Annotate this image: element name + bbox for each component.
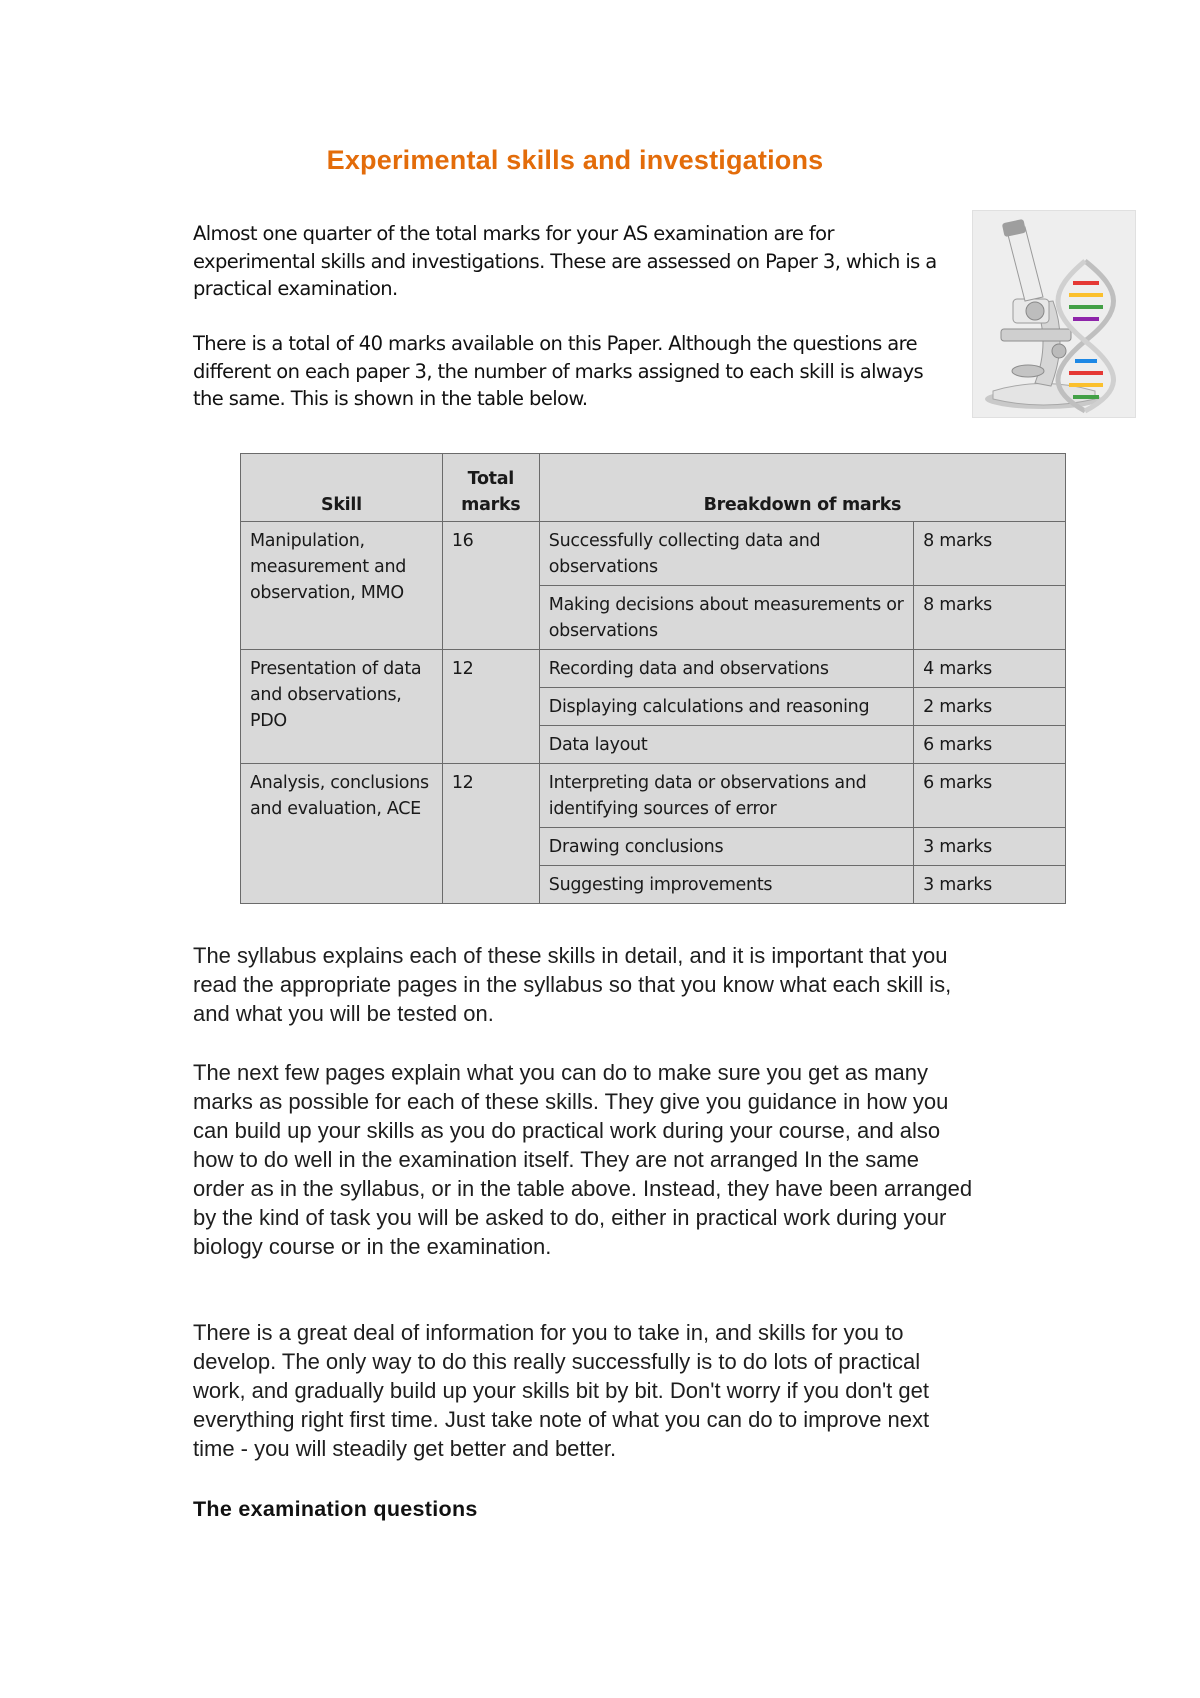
task-cell: Successfully collecting data and observations <box>539 522 913 586</box>
task-cell: Displaying calculations and reasoning <box>539 688 913 726</box>
marks-cell: 8 marks <box>914 522 1066 586</box>
microscope-icon <box>973 211 1135 417</box>
header-breakdown: Breakdown of marks <box>539 454 1065 522</box>
body-paragraph-1: The syllabus explains each of these skills in detail, and it is important that you read the appropriate pages in the syllabus so that you know what each skill is, and what you will be tested on. <box>193 943 952 1026</box>
table-header-row <box>241 454 1066 522</box>
body-paragraph-2: The next few pages explain what you can do to make sure you get as many marks as possible for each of these skills. They give you guidance in how you can build up your skills as you do practical work during your course, and also how to do well in the examination itself. They are not arranged In the same order as in the syllabus, or in the table above. Instead, they have been arranged by the kind of task you will be asked to do, either in practical work during your biology course or in the examination. <box>193 1060 973 1259</box>
task-cell: Making decisions about measurements or observations <box>539 586 913 650</box>
total-cell: 12 <box>442 650 539 764</box>
header-total-marks: Total marks <box>442 454 539 522</box>
body-paragraph-3: There is a great deal of information for you to take in, and skills for you to develop. The only way to do this really successfully is to do lots of practical work, and gradually build up your skills bit by bit. Don't worry if you don't get everything right first time. Just take note of what you can do to improve next time - you will steadily get better and better. <box>193 1320 930 1461</box>
task-cell: Data layout <box>539 726 913 764</box>
section-heading: The examination questions <box>193 1497 478 1521</box>
task-cell: Drawing conclusions <box>539 828 913 866</box>
microscope-dna-illustration <box>972 210 1136 418</box>
total-cell: 16 <box>442 522 539 650</box>
marks-cell: 4 marks <box>914 650 1066 688</box>
skill-cell: Presentation of data and observations, PDO <box>241 650 443 764</box>
intro-paragraph-2: There is a total of 40 marks available on this Paper. Although the questions are different on each paper 3, the number of marks assigned to each skill is always the same. This is shown in the table below. <box>193 332 924 410</box>
task-cell: Interpreting data or observations and identifying sources of error <box>539 764 913 828</box>
table-row <box>241 650 1066 688</box>
task-cell: Recording data and observations <box>539 650 913 688</box>
marks-table <box>240 453 1066 904</box>
task-cell: Suggesting improvements <box>539 866 913 904</box>
marks-cell: 2 marks <box>914 688 1066 726</box>
marks-cell: 6 marks <box>914 726 1066 764</box>
marks-cell: 6 marks <box>914 764 1066 828</box>
total-cell: 12 <box>442 764 539 904</box>
marks-cell: 3 marks <box>914 866 1066 904</box>
header-skill: Skill <box>241 454 443 522</box>
table-row <box>241 522 1066 586</box>
table-row <box>241 764 1066 828</box>
page-title: Experimental skills and investigations <box>326 145 824 175</box>
intro-paragraph-1: Almost one quarter of the total marks for your AS examination are for experimental skills and investigations. These are assessed on Paper 3, which is a practical examination. <box>193 222 937 300</box>
skill-cell: Analysis, conclusions and evaluation, ACE <box>241 764 443 904</box>
marks-cell: 3 marks <box>914 828 1066 866</box>
skill-cell: Manipulation, measurement and observation, MMO <box>241 522 443 650</box>
marks-cell: 8 marks <box>914 586 1066 650</box>
